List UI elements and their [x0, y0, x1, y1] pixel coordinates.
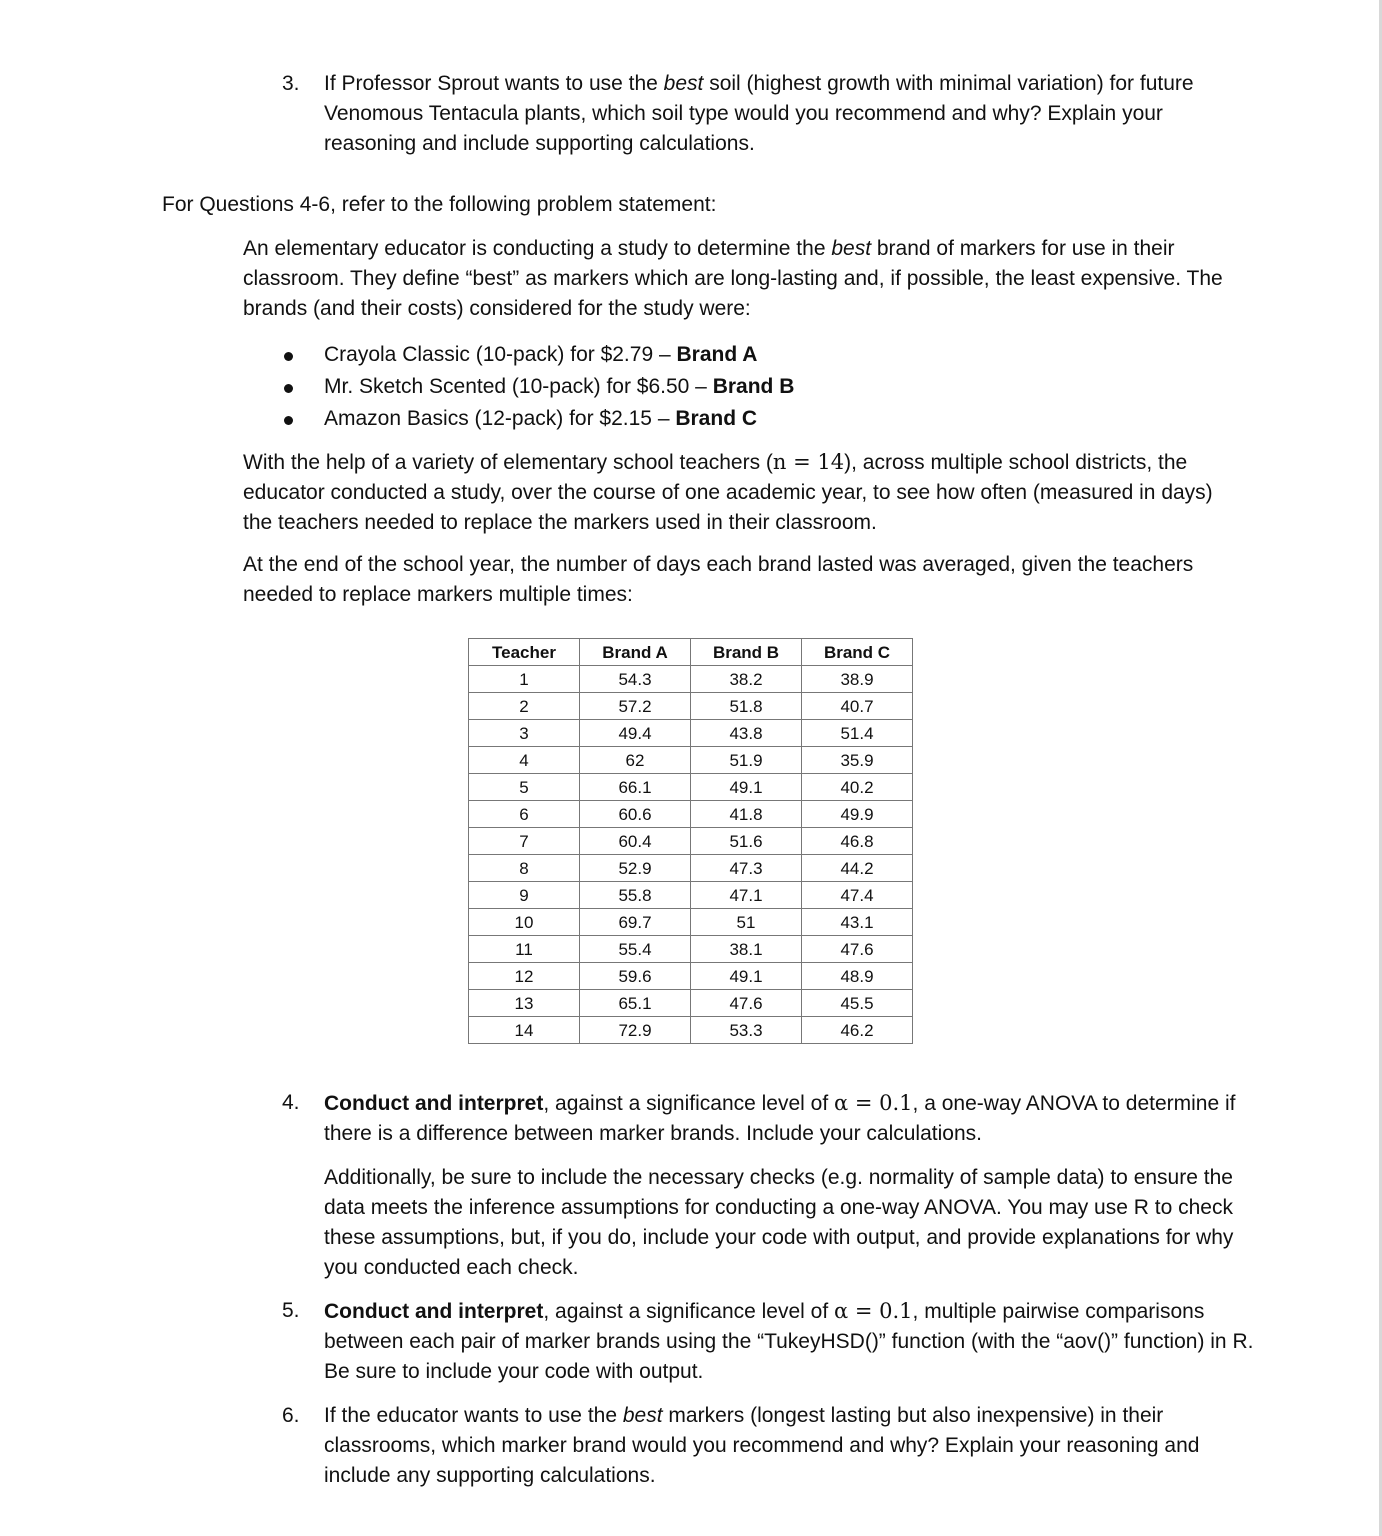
table-cell: 62 — [580, 747, 691, 774]
text-run: For — [162, 193, 200, 216]
table-row — [469, 882, 913, 909]
table-cell: 45.5 — [802, 990, 913, 1017]
question-text — [324, 1401, 1262, 1491]
table-cell: 35.9 — [802, 747, 913, 774]
table-cell: 40.2 — [802, 774, 913, 801]
table-cell: 6 — [469, 801, 580, 828]
table-cell: 13 — [469, 990, 580, 1017]
questions-range: Questions 4-6 — [199, 193, 331, 216]
text-run: , a one-way ANOVA to determine if there is a difference between marker brands. Include your calculations. — [324, 1092, 1236, 1145]
list-item — [282, 340, 1182, 372]
table-cell: 46.2 — [802, 1017, 913, 1044]
sample-size-expression: n = 14 — [772, 450, 845, 474]
problem-text — [243, 234, 1243, 324]
table-cell: 51 — [691, 909, 802, 936]
marker-data-table — [468, 638, 913, 1044]
text-run: , refer to the following problem statement: — [330, 193, 717, 216]
list-item — [282, 372, 1182, 404]
table-cell: 38.2 — [691, 666, 802, 693]
instruction-verb: Conduct and interpret — [324, 1092, 544, 1115]
study-paragraph — [243, 447, 1243, 538]
question-body — [324, 1088, 1262, 1283]
table-cell: 38.1 — [691, 936, 802, 963]
text-run: , against a significance level of — [543, 1092, 835, 1115]
table-cell: 47.6 — [802, 936, 913, 963]
table-row — [469, 720, 913, 747]
table-cell: 60.4 — [580, 828, 691, 855]
table-cell: 7 — [469, 828, 580, 855]
table-cell: 2 — [469, 693, 580, 720]
table-cell: 5 — [469, 774, 580, 801]
table-cell: 48.9 — [802, 963, 913, 990]
study-text — [243, 447, 1243, 538]
table-header-row — [469, 639, 913, 666]
table-cell: 44.2 — [802, 855, 913, 882]
question-number: 6. — [282, 1404, 300, 1427]
averaged-text: At the end of the school year, the number of days each brand lasted was averaged, given the teachers needed to replace markers multiple times: — [243, 553, 1194, 606]
table-row — [469, 801, 913, 828]
text-run: soil (highest growth with minimal variation) for future Venomous Tentacula plants, which soil type would you recommend and why? Explain your reasoning and include supporting calculations. — [324, 72, 1194, 155]
bullet-icon — [284, 384, 293, 393]
table-cell: 65.1 — [580, 990, 691, 1017]
averaged-paragraph — [243, 550, 1243, 610]
table-cell: 49.1 — [691, 963, 802, 990]
table-cell: 46.8 — [802, 828, 913, 855]
table-cell: 47.4 — [802, 882, 913, 909]
problem-statement — [243, 234, 1243, 324]
emphasis-best: best — [622, 1404, 663, 1427]
brand-item-text — [324, 372, 794, 402]
section-intro — [162, 190, 1262, 220]
text-run: With the help of a variety of elementary school teachers ( — [243, 451, 773, 474]
column-header-brand-c: Brand C — [802, 639, 913, 666]
table-cell: 40.7 — [802, 693, 913, 720]
brand-description: Mr. Sketch Scented (10-pack) for $6.50 – — [324, 375, 713, 398]
text-run: If Professor Sprout wants to use the — [324, 72, 664, 95]
table-cell: 43.8 — [691, 720, 802, 747]
table-row — [469, 774, 913, 801]
table-cell: 51.6 — [691, 828, 802, 855]
text-run: ), across multiple school districts, the educator conducted a study, over the course of one academic year, to see how often (measured in days) the teachers needed to replace the markers used in their classroom. — [243, 451, 1213, 534]
table-cell: 9 — [469, 882, 580, 909]
text-run: , against a significance level of — [543, 1300, 835, 1323]
table-cell: 47.6 — [691, 990, 802, 1017]
brand-item-text — [324, 340, 757, 370]
question-3 — [282, 69, 1242, 159]
question-4 — [282, 1088, 1262, 1283]
text-run: If the educator wants to use the — [324, 1404, 623, 1427]
table-cell: 10 — [469, 909, 580, 936]
table-cell: 47.3 — [691, 855, 802, 882]
table-cell: 55.4 — [580, 936, 691, 963]
table-cell: 57.2 — [580, 693, 691, 720]
brand-label: Brand C — [675, 407, 758, 430]
question-text — [324, 69, 1242, 159]
table-cell: 38.9 — [802, 666, 913, 693]
alpha-expression: α = 0.1 — [834, 1299, 913, 1323]
table-cell: 1 — [469, 666, 580, 693]
question-text — [324, 1088, 1262, 1149]
table-row — [469, 909, 913, 936]
table-cell: 51.8 — [691, 693, 802, 720]
additional-text: Additionally, be sure to include the necessary checks (e.g. normality of sample data) to ensure the data meets the inference assumptions for conducting a one-way ANOVA. You may use R to check these assumptions, but, if you do, include your code with output, and provide explanations for why you conducted each check. — [324, 1166, 1234, 1279]
table-cell: 41.8 — [691, 801, 802, 828]
question-6 — [282, 1401, 1262, 1491]
emphasis-best: best — [663, 72, 704, 95]
table-cell: 49.9 — [802, 801, 913, 828]
bullet-icon — [284, 352, 293, 361]
table-cell: 72.9 — [580, 1017, 691, 1044]
table-row — [469, 936, 913, 963]
table-cell: 8 — [469, 855, 580, 882]
intro-text — [162, 190, 1262, 220]
alpha-expression: α = 0.1 — [834, 1091, 913, 1115]
text-run: , multiple pairwise comparisons between each pair of marker brands using the “TukeyHSD()” function (with the “aov()” function) in R. Be sure to include your code with output. — [324, 1300, 1254, 1383]
table-cell: 51.4 — [802, 720, 913, 747]
table-cell: 11 — [469, 936, 580, 963]
brand-item-text — [324, 404, 757, 434]
text-run: markers (longest lasting but also inexpensive) in their classrooms, which marker brand would you recommend and why? Explain your reasoning and include any supporting calculations. — [324, 1404, 1200, 1487]
text-run: brand of markers for use in their classroom. They define “best” as markers which are long-lasting and, if possible, the least expensive. The brands (and their costs) considered for the study were: — [243, 237, 1223, 320]
brand-description: Amazon Basics (12-pack) for $2.15 – — [324, 407, 676, 430]
table-row — [469, 990, 913, 1017]
table-row — [469, 666, 913, 693]
table-cell: 52.9 — [580, 855, 691, 882]
brand-list — [282, 340, 1182, 436]
table-cell: 47.1 — [691, 882, 802, 909]
instruction-verb: Conduct and interpret — [324, 1300, 544, 1323]
text-run: An elementary educator is conducting a study to determine the — [243, 237, 832, 260]
table-row — [469, 1017, 913, 1044]
brand-label: Brand B — [712, 375, 795, 398]
bullet-icon — [284, 416, 293, 425]
table-cell: 4 — [469, 747, 580, 774]
table-cell: 54.3 — [580, 666, 691, 693]
table-cell: 53.3 — [691, 1017, 802, 1044]
table-row — [469, 693, 913, 720]
column-header-teacher: Teacher — [469, 639, 580, 666]
table-row — [469, 828, 913, 855]
question-number: 4. — [282, 1091, 300, 1114]
question-text — [324, 1296, 1262, 1387]
table-cell: 49.1 — [691, 774, 802, 801]
question-number: 3. — [282, 72, 300, 95]
list-item — [282, 404, 1182, 436]
table-cell: 3 — [469, 720, 580, 747]
table-cell: 51.9 — [691, 747, 802, 774]
question-number: 5. — [282, 1299, 300, 1322]
table-row — [469, 747, 913, 774]
table-body — [469, 666, 913, 1044]
table-cell: 12 — [469, 963, 580, 990]
table-cell: 49.4 — [580, 720, 691, 747]
table-row — [469, 855, 913, 882]
table-cell: 66.1 — [580, 774, 691, 801]
table-cell: 14 — [469, 1017, 580, 1044]
table-row — [469, 963, 913, 990]
column-header-brand-b: Brand B — [691, 639, 802, 666]
table-cell: 69.7 — [580, 909, 691, 936]
table-cell: 60.6 — [580, 801, 691, 828]
table-cell: 43.1 — [802, 909, 913, 936]
emphasis-best: best — [831, 237, 872, 260]
table-cell: 59.6 — [580, 963, 691, 990]
table-cell: 55.8 — [580, 882, 691, 909]
brand-label: Brand A — [676, 343, 758, 366]
brand-description: Crayola Classic (10-pack) for $2.79 – — [324, 343, 677, 366]
question-5 — [282, 1296, 1262, 1387]
column-header-brand-a: Brand A — [580, 639, 691, 666]
